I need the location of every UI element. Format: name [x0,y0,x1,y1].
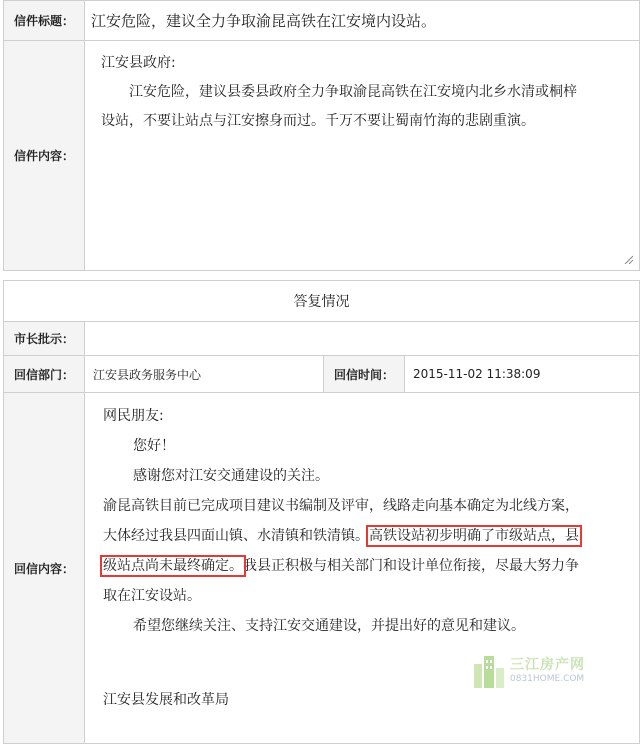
watermark-name: 三江房产网 [510,657,585,673]
reply-thanks: 感谢您对江安交通建设的关注。 [133,468,329,484]
reply-line3-text: 我县正积极与相关部门和设计单位衔接，尽最大努力争 [243,558,579,574]
building-logo-icon [472,650,506,690]
highlight-box-2: 级站点尚未最终确定。 [103,558,243,574]
title-label: 信件标题： [4,1,85,41]
mayor-label: 市长批示： [4,322,85,356]
letter-title: 江安危险，建议全力争取渝昆高铁在江安境内设站。 [85,1,640,41]
mayor-value [85,322,640,356]
dept-value: 江安县政务服务中心 [85,356,324,393]
reply-line4: 取在江安设站。 [103,588,201,604]
highlight-box-1: 高铁设站初步明确了市级站点，县 [369,528,579,544]
dept-label: 回信部门： [4,356,85,393]
time-label: 回信时间： [324,356,405,393]
reply-line2-text: 大体经过我县四面山镇、水清镇和铁清镇。 [103,528,369,544]
reply-hope: 希望您继续关注、支持江安交通建设，并提出好的意见和建议。 [133,618,525,634]
reply-hello: 您好！ [133,438,175,454]
reply-signature: 江安县发展和改革局 [103,692,229,708]
reply-line1: 渝昆高铁目前已完成项目建议书编制及评审，线路走向基本确定为北线方案， [103,498,579,514]
time-value: 2015-11-02 11:38:09 [405,356,640,393]
content-label: 信件内容： [4,41,85,271]
watermark [472,650,602,694]
reply-content-label: 回信内容： [4,393,85,744]
reply-line3 [103,551,629,581]
reply-line2 [103,521,629,551]
watermark-url: 0831HOME.COM [510,674,585,684]
reply-header: 答复情况 [4,281,640,322]
letter-content-textarea[interactable] [85,41,640,271]
letter-greeting: 江安县政府: [101,55,176,71]
reply-greeting: 网民朋友: [103,408,164,424]
letter-body-line1: 江安危险，建议县委县政府全力争取渝昆高铁在江安境内北乡水清或桐梓 [129,84,577,100]
resize-grip-icon[interactable] [623,254,633,264]
letter-body-line2: 设站，不要让站点与江安擦身而过。千万不要让蜀南竹海的悲剧重演。 [101,113,535,129]
letter-table [3,0,640,271]
